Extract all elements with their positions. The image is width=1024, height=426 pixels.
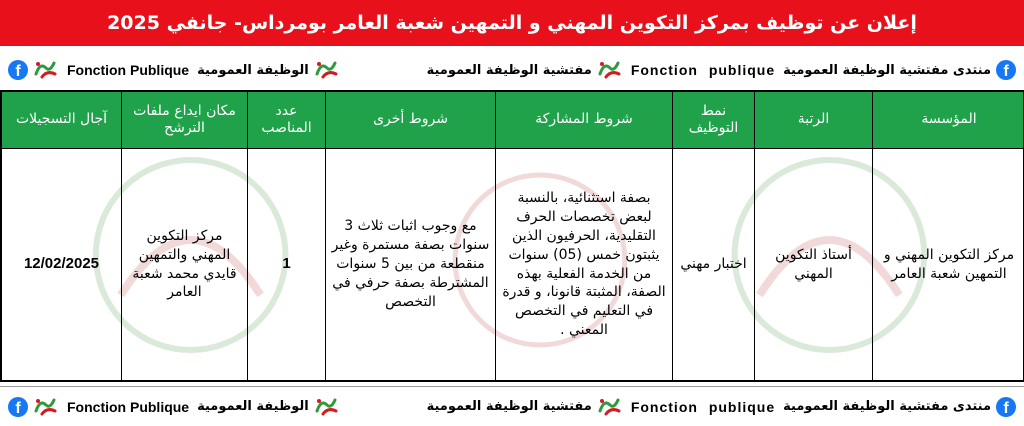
cell-participation-conditions: بصفة استثنائية، بالنسبة لبعض تخصصات الحرف التقليدية، الحرفيون الذين يثبتون خمس (05) سنوات من الخدمة الفعلية بهذه الصفة، المثبتة قانونا، و قدرة في التعليم في التخصص المعني .	[496, 149, 673, 381]
recruitment-table	[1, 91, 1024, 381]
cell-institution: مركز التكوين المهني و التمهين شعبة العامر	[873, 149, 1024, 381]
ministry-logo-icon	[597, 59, 623, 81]
header-other-conditions: شروط أخرى	[326, 92, 496, 149]
header-recruitment-mode: نمط التوظيف	[673, 92, 755, 149]
cell-positions-count: 1	[248, 149, 326, 381]
announcement-title: إعلان عن توظيف بمركز التكوين المهني و التمهين شعبة العامر بومرداس- جانفي 2025	[107, 12, 917, 34]
header-positions-count: عدد المناصب	[248, 92, 326, 149]
fonction-publique-label: Fonction publique	[630, 62, 776, 78]
announcement-document	[0, 90, 1024, 382]
facebook-icon: f	[996, 397, 1016, 417]
ministry-logo-icon	[33, 396, 59, 418]
facebook-icon: f	[996, 60, 1016, 80]
header-participation-conditions: شروط المشاركة	[496, 92, 673, 149]
cell-application-location: مركز التكوين المهني والتمهين قايدي محمد شعبة العامر	[122, 149, 248, 381]
fonction-publique-label: Fonction Publique	[67, 62, 190, 78]
public-service-label-group: الوظيفة العمومية	[197, 59, 340, 81]
cell-recruitment-mode: اختبار مهني	[673, 149, 755, 381]
header-registration-deadline: آجال التسجيلات	[2, 92, 122, 149]
cell-grade: أستاذ التكوين المهني	[755, 149, 873, 381]
forum-link[interactable]: f منتدى مفتشية الوظيفة العمومية	[783, 60, 1016, 80]
inspection-label-group: مفتشية الوظيفة العمومية	[427, 59, 623, 81]
table-row	[2, 149, 1024, 381]
fonction-publique-label: Fonction Publique	[67, 398, 190, 415]
cell-registration-deadline: 12/02/2025	[2, 149, 122, 381]
table-header-row	[2, 92, 1024, 149]
ministry-logo-icon	[314, 59, 340, 81]
branding-strip-top	[0, 50, 1024, 90]
inspection-label-group: مفتشية الوظيفة العمومية	[427, 396, 623, 418]
header-grade: الرتبة	[755, 92, 873, 149]
fonction-publique-label: Fonction publique	[630, 398, 776, 415]
public-service-label-group: الوظيفة العمومية	[197, 396, 340, 418]
ministry-logo-icon	[597, 396, 623, 418]
branding-strip-bottom	[0, 386, 1024, 426]
header-institution: المؤسسة	[873, 92, 1024, 149]
brand-group-left	[8, 59, 59, 81]
ministry-logo-icon	[33, 59, 59, 81]
ministry-logo-icon	[314, 396, 340, 418]
cell-other-conditions: مع وجوب اثبات ثلاث 3 سنوات بصفة مستمرة وغير منقطعة من بين 5 سنوات المشترطة بصفة حرفي في التخصص	[326, 149, 496, 381]
brand-group-left	[8, 396, 59, 418]
forum-link[interactable]: f منتدى مفتشية الوظيفة العمومية	[783, 397, 1016, 417]
announcement-title-bar	[0, 0, 1024, 46]
facebook-icon[interactable]: f	[8, 60, 28, 80]
facebook-icon[interactable]: f	[8, 397, 28, 417]
header-application-location: مكان ايداع ملفات الترشح	[122, 92, 248, 149]
